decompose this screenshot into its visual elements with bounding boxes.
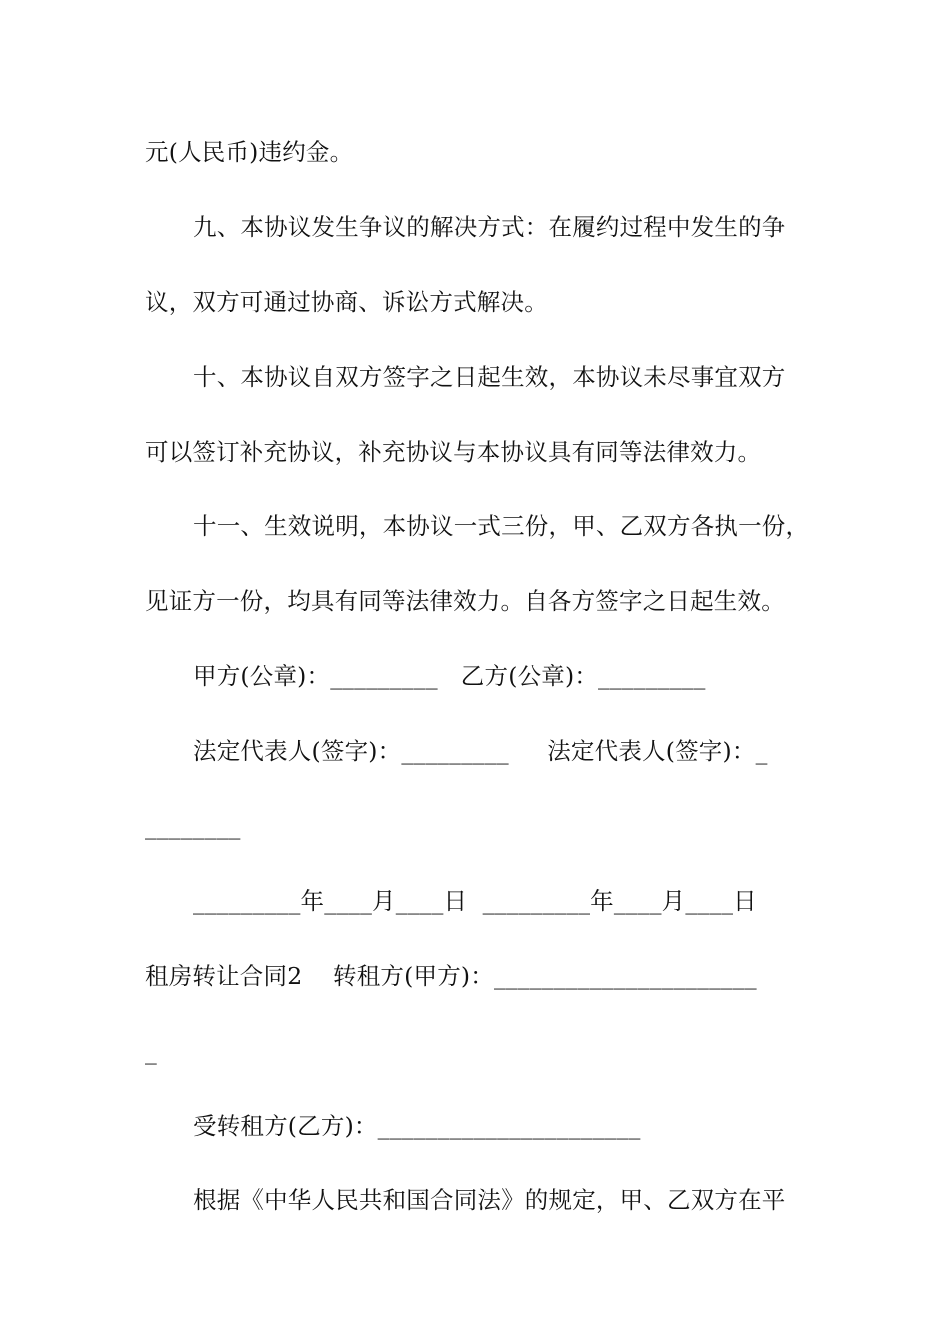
date-line: _________年____月____日 _________年____月____日	[193, 887, 757, 915]
signature-line-seal: 甲方(公章)：_________ 乙方(公章)：_________	[193, 662, 706, 690]
text-line: 元(人民币)违约金。	[145, 138, 354, 166]
party-b-line: 受转租方(乙方)：______________________	[193, 1112, 641, 1140]
signature-line-continuation: ________	[145, 812, 241, 840]
text-line: 根据《中华人民共和国合同法》的规定，甲、乙双方在平	[193, 1186, 786, 1214]
text-line: 九、本协议发生争议的解决方式：在履约过程中发生的争	[193, 213, 786, 241]
text-line: 可以签订补充协议，补充协议与本协议具有同等法律效力。	[145, 438, 762, 466]
signature-line-representative: 法定代表人(签字)：_________ 法定代表人(签字)：_	[193, 737, 768, 765]
contract-title-line: 租房转让合同2 转租方(甲方)：______________________	[145, 962, 757, 990]
text-line: 议，双方可通过协商、诉讼方式解决。	[145, 288, 548, 316]
text-line: 见证方一份，均具有同等法律效力。自各方签字之日起生效。	[145, 587, 785, 615]
text-line: 十、本协议自双方签字之日起生效，本协议未尽事宜双方	[193, 363, 786, 391]
blank-line-continuation: _	[145, 1037, 157, 1065]
text-line: 十一、生效说明，本协议一式三份，甲、乙双方各执一份，	[193, 512, 810, 540]
